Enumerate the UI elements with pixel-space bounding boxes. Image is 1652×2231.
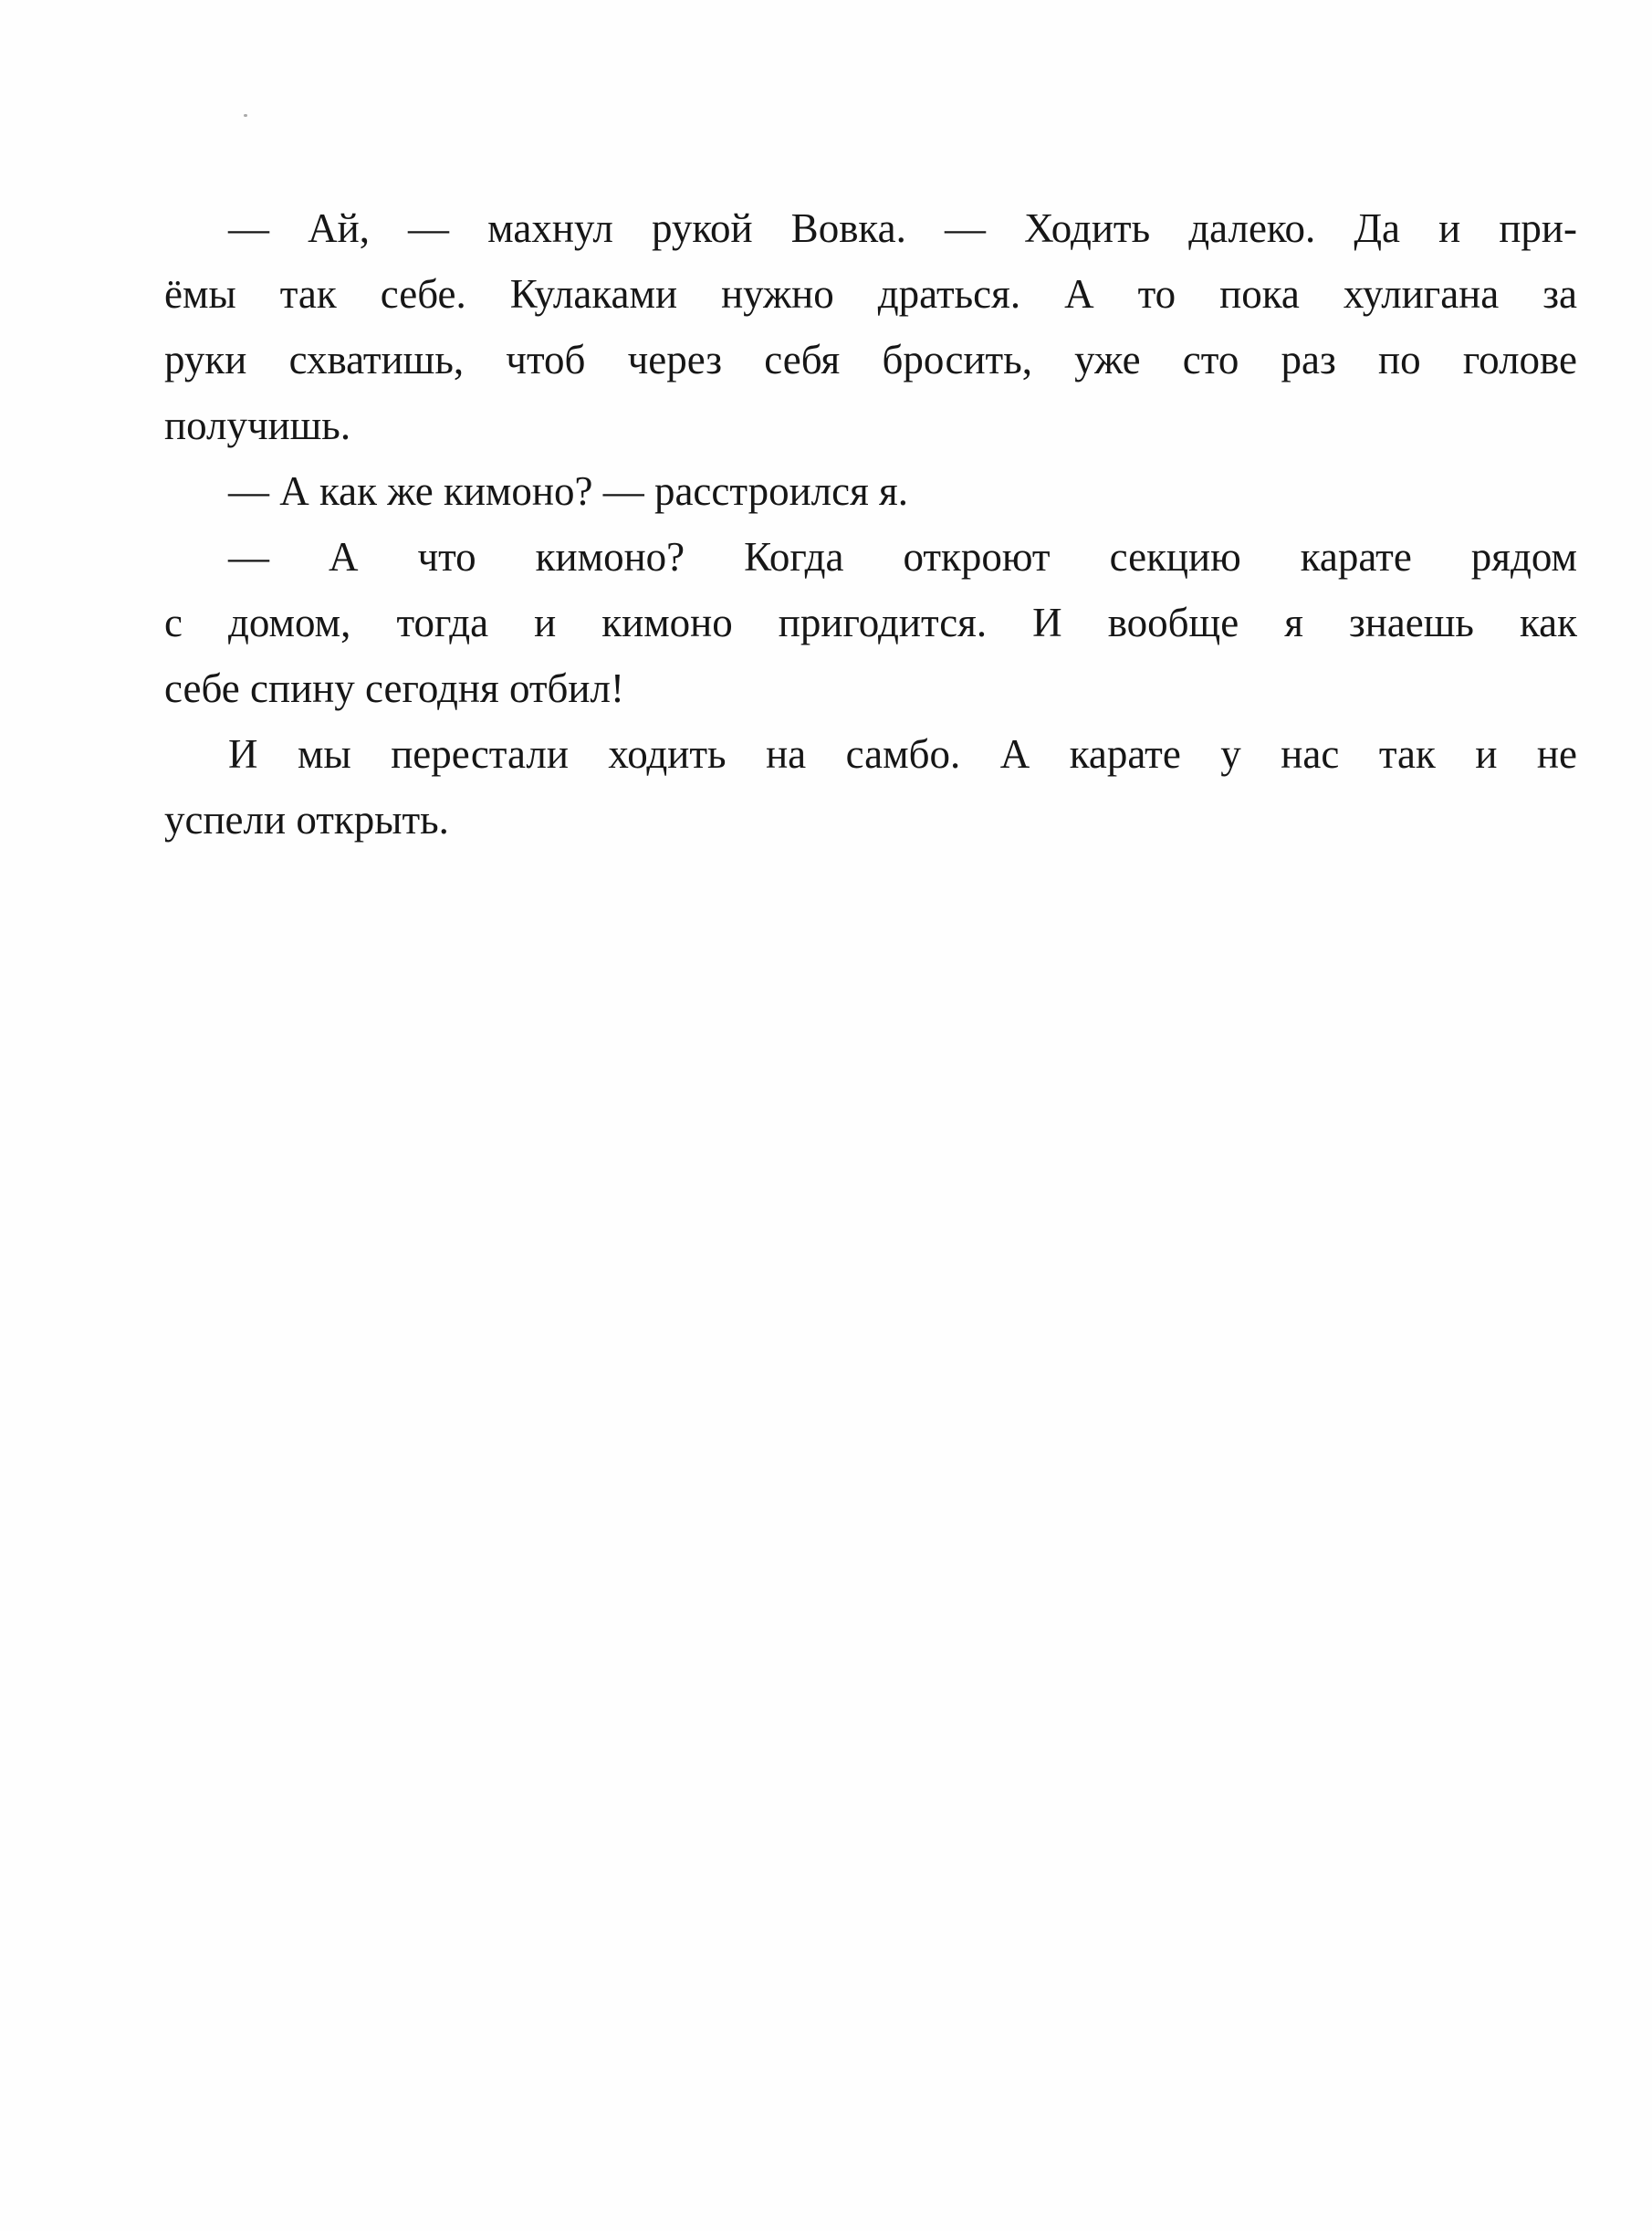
text-line: И мы перестали ходить на самбо. А карате у нас так и не xyxy=(228,731,1577,777)
text-line: успели открыть. xyxy=(164,797,449,843)
paragraph xyxy=(164,458,1577,524)
text-line: с домом, тогда и кимоно пригодится. И вообще я знаешь как xyxy=(164,600,1577,645)
text-line: руки схватишь, чтоб через себя бросить, уже сто раз по голове xyxy=(164,337,1577,382)
text-line: — А как же кимоно? — расстроился я. xyxy=(228,468,909,514)
paragraph xyxy=(164,721,1577,853)
text-line: — Ай, — махнул рукой Вовка. — Ходить далеко. Да и при- xyxy=(228,205,1577,251)
text-line: ёмы так себе. Кулаками нужно драться. А то пока хулигана за xyxy=(164,271,1577,317)
text-line: получишь. xyxy=(164,403,351,448)
page-text xyxy=(164,195,1577,853)
paragraph xyxy=(164,195,1577,458)
text-line: себе спину сегодня отбил! xyxy=(164,665,624,711)
text-line: — А что кимоно? Когда откроют секцию карате рядом xyxy=(228,534,1577,580)
paragraph xyxy=(164,524,1577,721)
scan-speck xyxy=(244,114,247,117)
